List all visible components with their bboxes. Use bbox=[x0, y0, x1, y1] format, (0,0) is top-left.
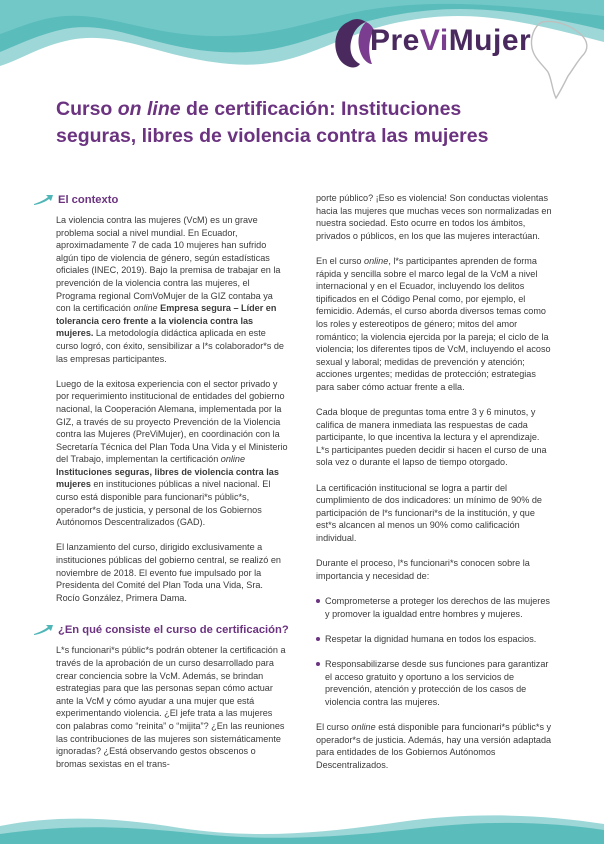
paragraph: El lanzamiento del curso, dirigido exclusivamente a instituciones públicas del gobierno central, se realizó en noviembre de 2018. El evento fue impulsado por la Presidenta del Comité del Plan Toda una Vida, Sra. Rocío González, Primera Dama. bbox=[56, 542, 281, 603]
left-column bbox=[56, 192, 288, 783]
list-item: Respetar la dignidad humana en todos los espacios. bbox=[316, 633, 552, 646]
text-run: en instituciones públicas a nivel nacional. El curso está disponible para funcionari*s públic*s, operador*s de justicia, y personal de los Gobiernos Autónomos Descentralizados (GAD). bbox=[56, 479, 271, 528]
south-america-map-icon bbox=[522, 18, 594, 100]
logo-pre: Pre bbox=[370, 24, 420, 57]
paragraph: La certificación institucional se logra a partir del cumplimiento de dos indicadores: un mínimo de 90% de participación de l*s funcionari*s de la institución, y que est*s alcancen al menos un 90% como calificación individual. bbox=[316, 482, 542, 544]
logo-vi: Vi bbox=[419, 24, 449, 57]
paragraph bbox=[316, 255, 552, 394]
list-item: Responsabilizarse desde sus funciones para garantizar el acceso gratuito y oportuno a los servicios de prevención, atención y protección de los casos de violencia contra las mujeres. bbox=[316, 658, 552, 708]
title-part-online: on line bbox=[117, 98, 181, 120]
paragraph bbox=[316, 721, 552, 771]
section-heading-context bbox=[56, 192, 288, 208]
title-part-3: de certificación: Instituciones seguras, libres de violencia contra las mujeres bbox=[56, 98, 489, 147]
text-run: El curso bbox=[316, 721, 352, 732]
paragraph: Durante el proceso, l*s funcionari*s conocen sobre la importancia y necesidad de: bbox=[316, 558, 530, 581]
text-run-italic: online bbox=[351, 721, 376, 732]
section-heading-what-is-course bbox=[56, 622, 288, 638]
teal-arrow-icon bbox=[32, 194, 54, 206]
text-run: La violencia contra las mujeres (VcM) es un grave problema social a nivel mundial. En Ecuador, aproximadamente 7 de cada 10 mujeres han sufrido algún tipo de violencia de género, según estadísticas oficiales (INEC, 2019). Bajo la premisa de trabajar en la prevención de la violencia contra las mujeres, el Programa regional ComVoMujer de la GIZ contaba ya con la certificación bbox=[56, 215, 281, 314]
paragraph: Cada bloque de preguntas toma entre 3 y 6 minutos, y califica de manera inmediata las respuestas de cada participante, lo que incentiva la lectura y el aprendizaje. L*s participantes pueden decidir si hacen el curso de una sola vez o durante el lapso de tiempo otorgado. bbox=[316, 407, 547, 468]
footer-wave-decoration bbox=[0, 804, 604, 844]
text-run-bold: Empresa segura – Líder en tolerancia cero frente a la violencia contra las mujeres. bbox=[56, 303, 277, 339]
text-run: , l*s participantes aprenden de forma rápida y sencilla sobre el marco legal de la VcM a nivel internacional y en el Ecuador, incluyendo los delitos tipificados en el Código Penal como, por ejemplo, el femicidio. Además, el curso aborda diversos temas como los roles y estereotipos de género; mitos del amor romántico; la violencia ejercida por la pareja; el ciclo de la violencia; los diferentes tipos de VcM, incluyendo el acoso sexual y laboral; medidas de prevención y atención; acciones urgentes; medidas de protección; estrategias para saber cómo actuar frente a ella. bbox=[316, 255, 551, 392]
text-run-bold: Instituciones seguras, libres de violencia contra las mujeres bbox=[56, 466, 279, 490]
text-run-italic: online bbox=[133, 303, 158, 314]
paragraph bbox=[56, 378, 288, 529]
section-title: El contexto bbox=[58, 193, 119, 206]
paragraph: porte público? ¡Eso es violencia! Son conductas violentas hacia las mujeres que muchas veces son normalizadas en nuestra sociedad. Esto ocurre en todos los ámbitos, privados o públicos, en los que las mujeres interactúan. bbox=[316, 193, 552, 241]
section-title: ¿En qué consiste el curso de certificación? bbox=[58, 624, 289, 637]
previmujer-logo-text bbox=[370, 24, 531, 58]
text-run-italic: online bbox=[220, 454, 246, 465]
right-column bbox=[316, 192, 552, 784]
text-run: En el curso bbox=[316, 255, 365, 266]
title-part-1: Curso bbox=[56, 98, 118, 120]
importance-list bbox=[316, 595, 552, 708]
logo-mujer: Mujer bbox=[448, 24, 532, 57]
text-run-italic: online bbox=[364, 255, 389, 266]
teal-arrow-icon bbox=[32, 624, 54, 636]
list-item: Comprometerse a proteger los derechos de las mujeres y promover la igualdad entre hombres y mujeres. bbox=[316, 595, 552, 620]
page-title bbox=[56, 96, 536, 150]
text-run: La metodología didáctica aplicada en este curso logró, con éxito, sensibilizar a l*s colaborador*s de las empresas participantes. bbox=[56, 328, 284, 364]
paragraph bbox=[56, 214, 288, 365]
text-run: está disponible para funcionari*s públic*s y operador*s de justicia. Además, hay una versión adaptada para entidades de los Gobiernos Autónomos Descentralizados. bbox=[316, 721, 552, 770]
text-run: Luego de la exitosa experiencia con el sector privado y por requerimiento institucional de entidades del gobierno nacional, la Cooperación Alemana, implementada por la GIZ, a través de su proyecto Prevención de la Violencia contra las Mujeres (PreViMujer), en coordinación con la Secretaría Técnica del Plan Toda Una Vida y el Ministerio del Trabajo, implementan la certificación bbox=[56, 378, 288, 465]
paragraph: L*s funcionari*s públic*s podrán obtener la certificación a través de la aprobación de un curso desarrollado para crear conciencia sobre la VcM. Además, se brindan estrategias para que las personas sepan cómo actuar ante la VcM y cómo ayudar a una mujer que está experimentando violencia. ¿El jefe trata a las mujeres con palabras como “reinita” o “mijita”? ¿En las reuniones las contribuciones de las mujeres son sistemáticamente ignoradas? ¿Está observando gestos obscenos o bromas sexistas en el trans- bbox=[56, 645, 286, 769]
